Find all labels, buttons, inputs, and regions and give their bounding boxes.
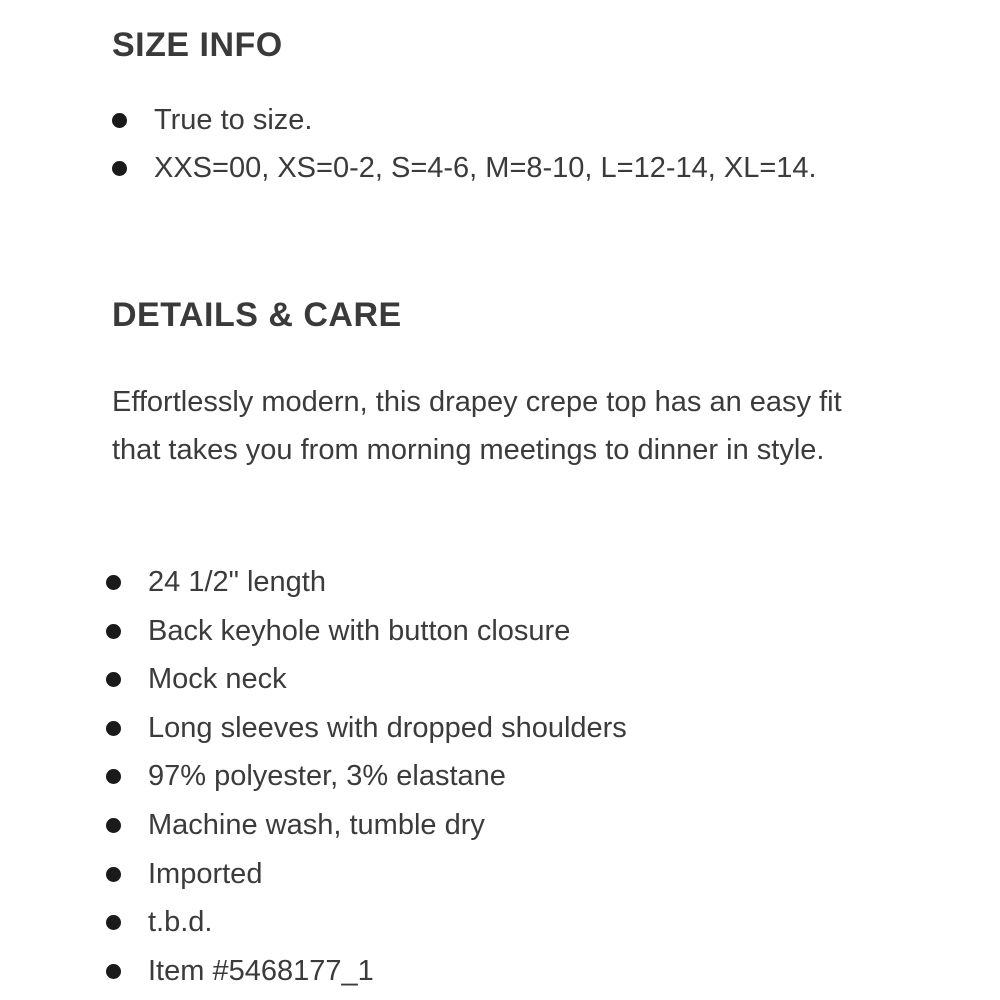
list-item-text: XXS=00, XS=0-2, S=4-6, M=8-10, L=12-14, XL=14. [154,152,817,184]
bullet-dot-icon [106,624,121,639]
size-info-list [112,96,832,192]
list-item-text: Long sleeves with dropped shoulders [148,711,627,744]
bullet-dot-icon [106,915,121,930]
list-item [106,850,826,899]
bullet-dot-icon [106,575,121,590]
bullet-dot-icon [112,113,127,128]
list-item [106,752,826,801]
bullet-dot-icon [106,964,121,979]
list-item [106,558,826,607]
list-item-text: Mock neck [148,663,287,696]
list-item [106,607,826,656]
bullet-dot-icon [106,818,121,833]
list-item [106,898,826,947]
bullet-dot-icon [112,161,127,176]
list-item [112,144,832,192]
list-item-text: 97% polyester, 3% elastane [148,760,506,793]
bullet-dot-icon [106,867,121,882]
details-care-heading: DETAILS & CARE [112,296,402,334]
list-item [106,801,826,850]
product-description: Effortlessly modern, this drapey crepe top has an easy fit that takes you from morning meetings to dinner in style. [112,386,842,466]
bullet-dot-icon [106,721,121,736]
bullet-dot-icon [106,769,121,784]
size-info-heading: SIZE INFO [112,26,283,64]
list-item-text: 24 1/2" length [148,566,326,598]
details-care-list [106,558,826,995]
list-item [106,947,826,996]
list-item-text: Back keyhole with button closure [148,614,571,647]
list-item [106,655,826,704]
list-item-text: Imported [148,857,263,890]
list-item [112,96,832,144]
list-item [106,704,826,753]
list-item-text: Machine wash, tumble dry [148,808,485,841]
list-item-text: t.b.d. [148,906,213,939]
bullet-dot-icon [106,672,121,687]
list-item-text: Item #5468177_1 [148,954,374,987]
list-item-text: True to size. [154,104,313,136]
